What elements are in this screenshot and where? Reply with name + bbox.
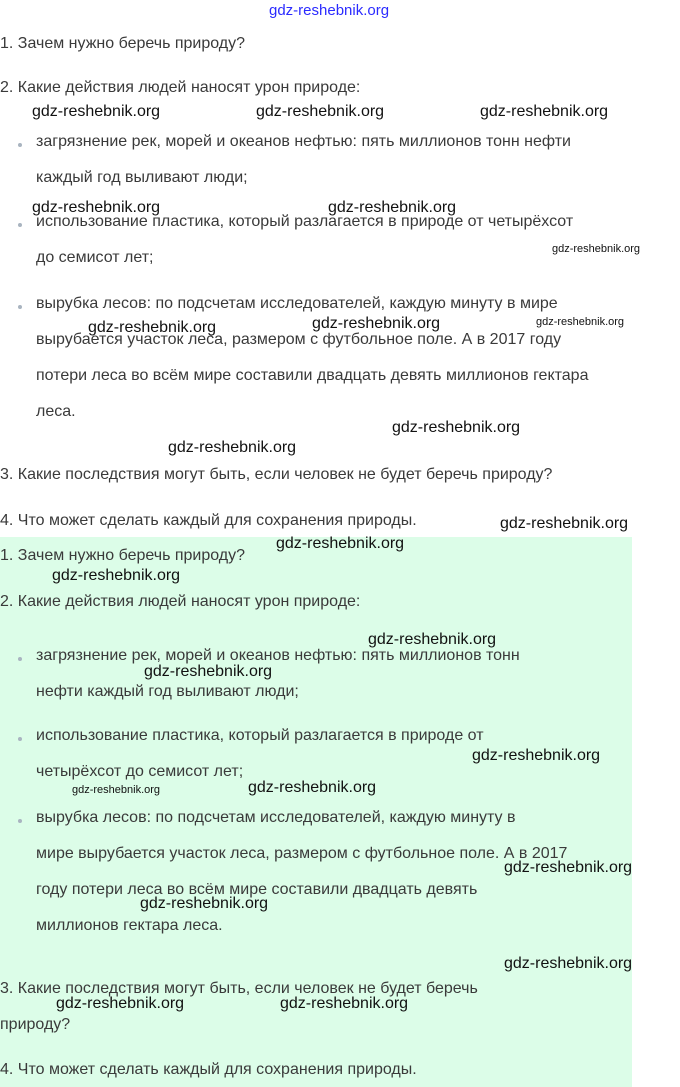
watermark-text: gdz-reshebnik.org (144, 663, 273, 680)
watermark-text: gdz-reshebnik.org (500, 515, 629, 532)
watermark-text: gdz-reshebnik.org (256, 103, 385, 120)
watermark-text: gdz-reshebnik.org (280, 995, 409, 1012)
question-1: 1. Зачем нужно беречь природу? (0, 35, 246, 52)
bullet-3-line-2: вырубается участок леса, размером с футбольное поле. А в 2017 году (36, 331, 562, 348)
bullet-3-line-3: потери леса во всём мире составили двадцать девять миллионов гектара (36, 367, 589, 384)
watermark-text: gdz-reshebnik.org (276, 535, 405, 552)
watermark-text: gdz-reshebnik.org (392, 419, 521, 436)
watermark-text: gdz-reshebnik.org (368, 631, 497, 648)
watermark-text: gdz-reshebnik.org (52, 567, 181, 584)
watermark-text: gdz-reshebnik.org (536, 316, 625, 328)
bullet-icon (18, 737, 22, 741)
question-1: 1. Зачем нужно беречь природу? (0, 547, 246, 564)
watermark-text: gdz-reshebnik.org (72, 784, 161, 796)
watermark-text: gdz-reshebnik.org (328, 199, 457, 216)
watermark-text: gdz-reshebnik.org (312, 315, 441, 332)
watermark-text: gdz-reshebnik.org (552, 243, 641, 255)
question-3: 3. Какие последствия могут быть, если человек не будет беречь природу? (0, 466, 553, 483)
bullet-3-line-4: миллионов гектара леса. (36, 917, 223, 934)
bullet-icon (18, 819, 22, 823)
bullet-3-line-3: году потери леса во всём мире составили двадцать девять (36, 881, 478, 898)
watermark-text: gdz-reshebnik.org (88, 319, 217, 336)
question-4: 4. Что может сделать каждый для сохранения природы. (0, 512, 417, 529)
bullet-1-line-1: загрязнение рек, морей и океанов нефтью: пять миллионов тонн (36, 647, 520, 664)
bullet-3-line-4: леса. (36, 403, 76, 420)
watermark-text: gdz-reshebnik.org (480, 103, 609, 120)
question-3-line-1: 3. Какие последствия могут быть, если человек не будет беречь (0, 980, 478, 997)
bullet-1-line-2: нефти каждый год выливают люди; (36, 683, 299, 700)
bullet-icon (18, 305, 22, 309)
watermark-text: gdz-reshebnik.org (168, 439, 297, 456)
question-3-line-2: природу? (0, 1016, 71, 1033)
header-site-link[interactable]: gdz-reshebnik.org (269, 2, 390, 19)
bullet-3-line-1: вырубка лесов: по подсчетам исследователей, каждую минуту в (36, 809, 516, 826)
bullet-3-line-2: мире вырубается участок леса, размером с футбольное поле. А в 2017 (36, 845, 568, 862)
bullet-1-line-2: каждый год выливают люди; (36, 169, 248, 186)
watermark-text: gdz-reshebnik.org (32, 103, 161, 120)
question-2: 2. Какие действия людей наносят урон природе: (0, 593, 361, 610)
bullet-icon (18, 223, 22, 227)
bullet-2-line-1: использование пластика, который разлагается в природе от (36, 727, 484, 744)
bullet-2-line-2: четырёхсот до семисот лет; (36, 763, 244, 780)
bullet-icon (18, 143, 22, 147)
watermark-text: gdz-reshebnik.org (504, 859, 633, 876)
watermark-text: gdz-reshebnik.org (248, 779, 377, 796)
bullet-2-line-2: до семисот лет; (36, 249, 154, 266)
question-2: 2. Какие действия людей наносят урон природе: (0, 79, 361, 96)
question-4: 4. Что может сделать каждый для сохранения природы. (0, 1061, 417, 1078)
watermark-text: gdz-reshebnik.org (56, 995, 185, 1012)
bullet-1-line-1: загрязнение рек, морей и океанов нефтью: пять миллионов тонн нефти (36, 133, 571, 150)
bullet-icon (18, 657, 22, 661)
watermark-text: gdz-reshebnik.org (140, 895, 269, 912)
watermark-text: gdz-reshebnik.org (472, 747, 601, 764)
watermark-text: gdz-reshebnik.org (504, 955, 633, 972)
bullet-3-line-1: вырубка лесов: по подсчетам исследователей, каждую минуту в мире (36, 295, 558, 312)
bullet-2-line-1: использование пластика, который разлагается в природе от четырёхсот (36, 213, 574, 230)
watermark-text: gdz-reshebnik.org (32, 199, 161, 216)
